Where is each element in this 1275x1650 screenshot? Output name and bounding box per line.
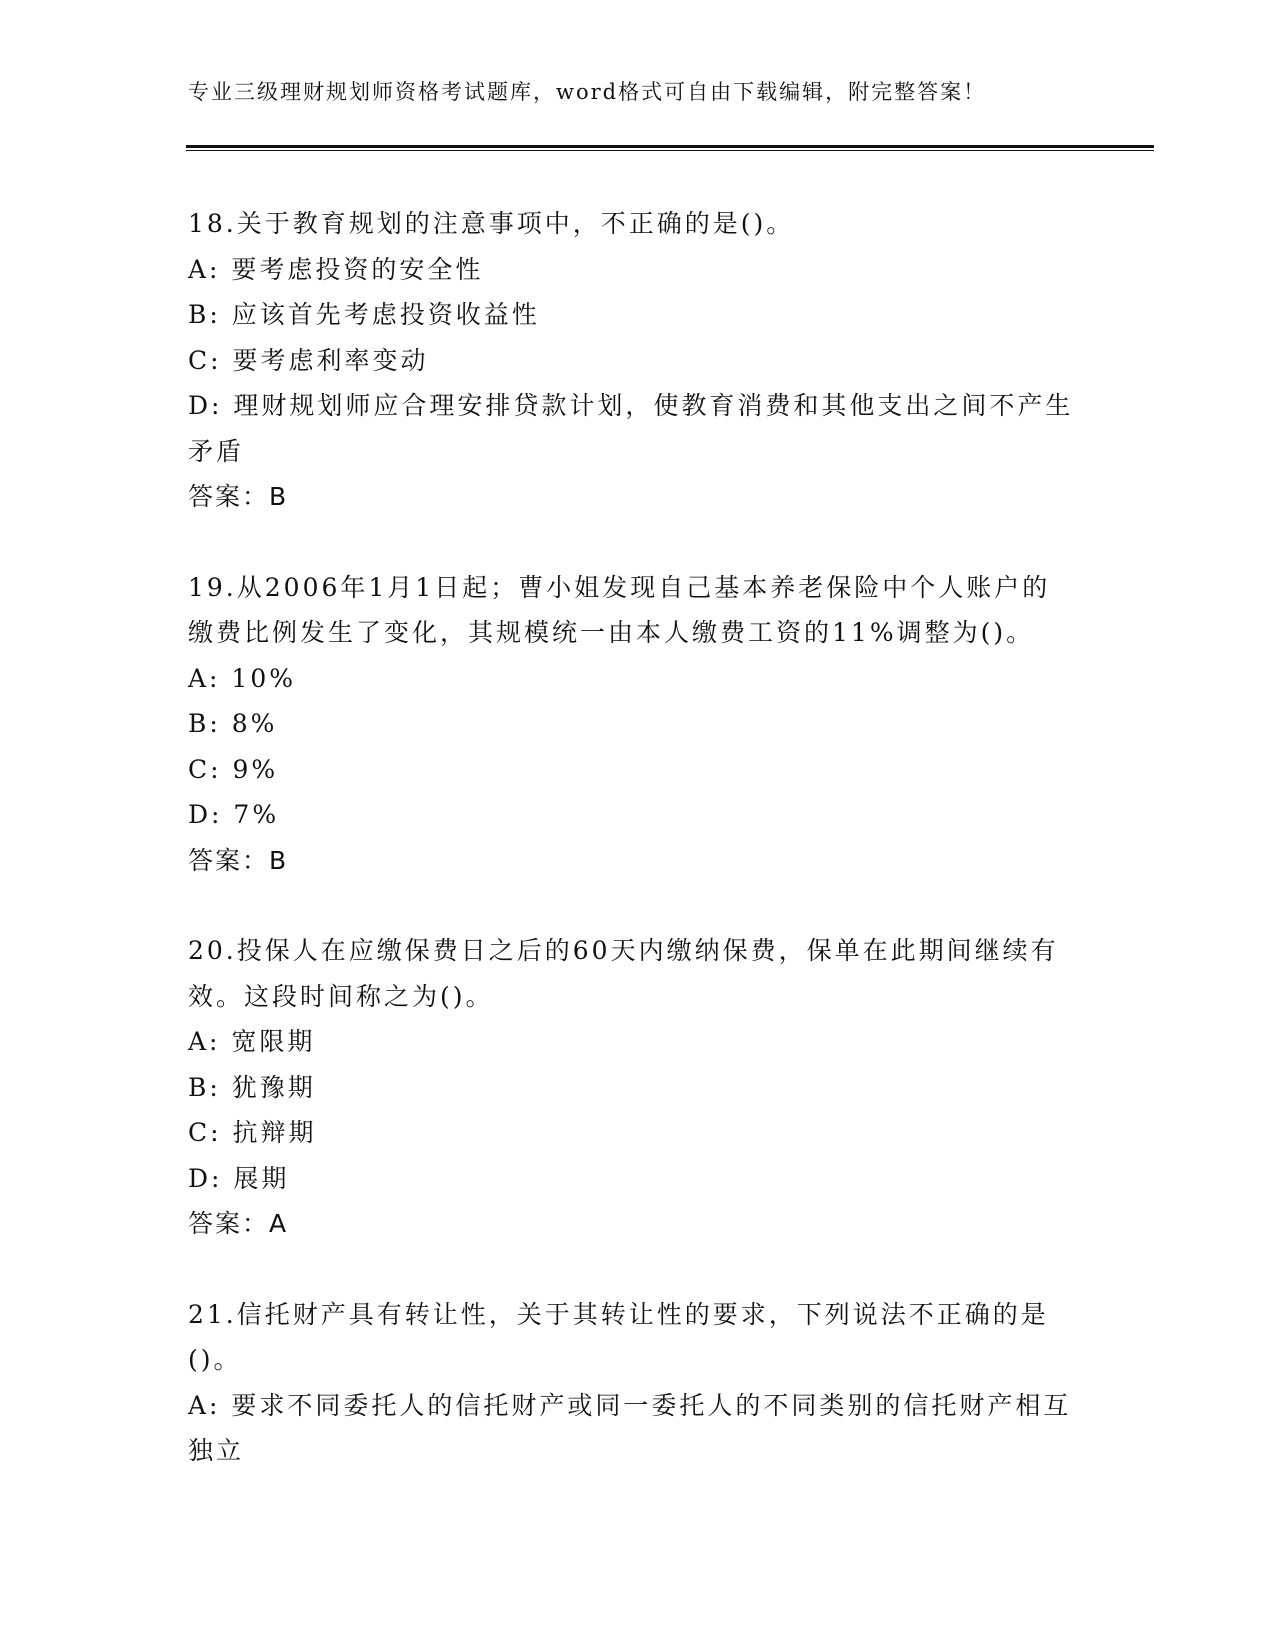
- option-a: A: 要考虑投资的安全性: [188, 254, 484, 284]
- question-text: 21.信托财产具有转让性，关于其转让性的要求，下列说法不正确的是()。: [188, 1299, 1049, 1374]
- option-b: B: 应该首先考虑投资收益性: [188, 300, 540, 329]
- option-c: C: 抗辩期: [188, 1118, 317, 1147]
- option-a: A: 宽限期: [188, 1027, 316, 1056]
- option-b: B: 犹豫期: [188, 1072, 316, 1102]
- answer: 答案：B: [188, 482, 289, 511]
- option-c: C: 要考虑利率变动: [188, 345, 429, 375]
- document-header: 专业三级理财规划师资格考试题库，word格式可自由下载编辑，附完整答案！: [188, 80, 987, 104]
- option-a: A: 10%: [188, 663, 296, 693]
- option-b: B: 8%: [188, 709, 278, 738]
- option-a: A: 要求不同委托人的信托财产或同一委托人的不同类别的信托财产相互独立: [188, 1390, 1072, 1465]
- option-d: D: 理财规划师应合理安排贷款计划，使教育消费和其他支出之间不产生矛盾: [188, 391, 1074, 466]
- answer: 答案：B: [188, 845, 289, 875]
- question-18: [188, 201, 1078, 520]
- answer: 答案：A: [188, 1209, 289, 1238]
- header-rule-thin: [186, 150, 1154, 151]
- question-20: [188, 928, 1078, 1247]
- question-text: 20.投保人在应缴保费日之后的60天内缴纳保费，保单在此期间继续有效。这段时间称之为()。: [188, 936, 1059, 1011]
- header-rule-thick: [186, 145, 1154, 148]
- option-d: D: 7%: [188, 800, 280, 829]
- option-c: C: 9%: [188, 754, 279, 784]
- question-19: [188, 565, 1078, 884]
- question-text: 18.关于教育规划的注意事项中，不正确的是()。: [188, 209, 795, 238]
- question-text: 19.从2006年1月1日起；曹小姐发现自己基本养老保险中个人账户的缴费比例发生了变化，其规模统一由本人缴费工资的11%调整为()。: [188, 572, 1051, 647]
- question-list: [188, 201, 1078, 1519]
- question-21: [188, 1292, 1078, 1474]
- option-d: D: 展期: [188, 1163, 290, 1193]
